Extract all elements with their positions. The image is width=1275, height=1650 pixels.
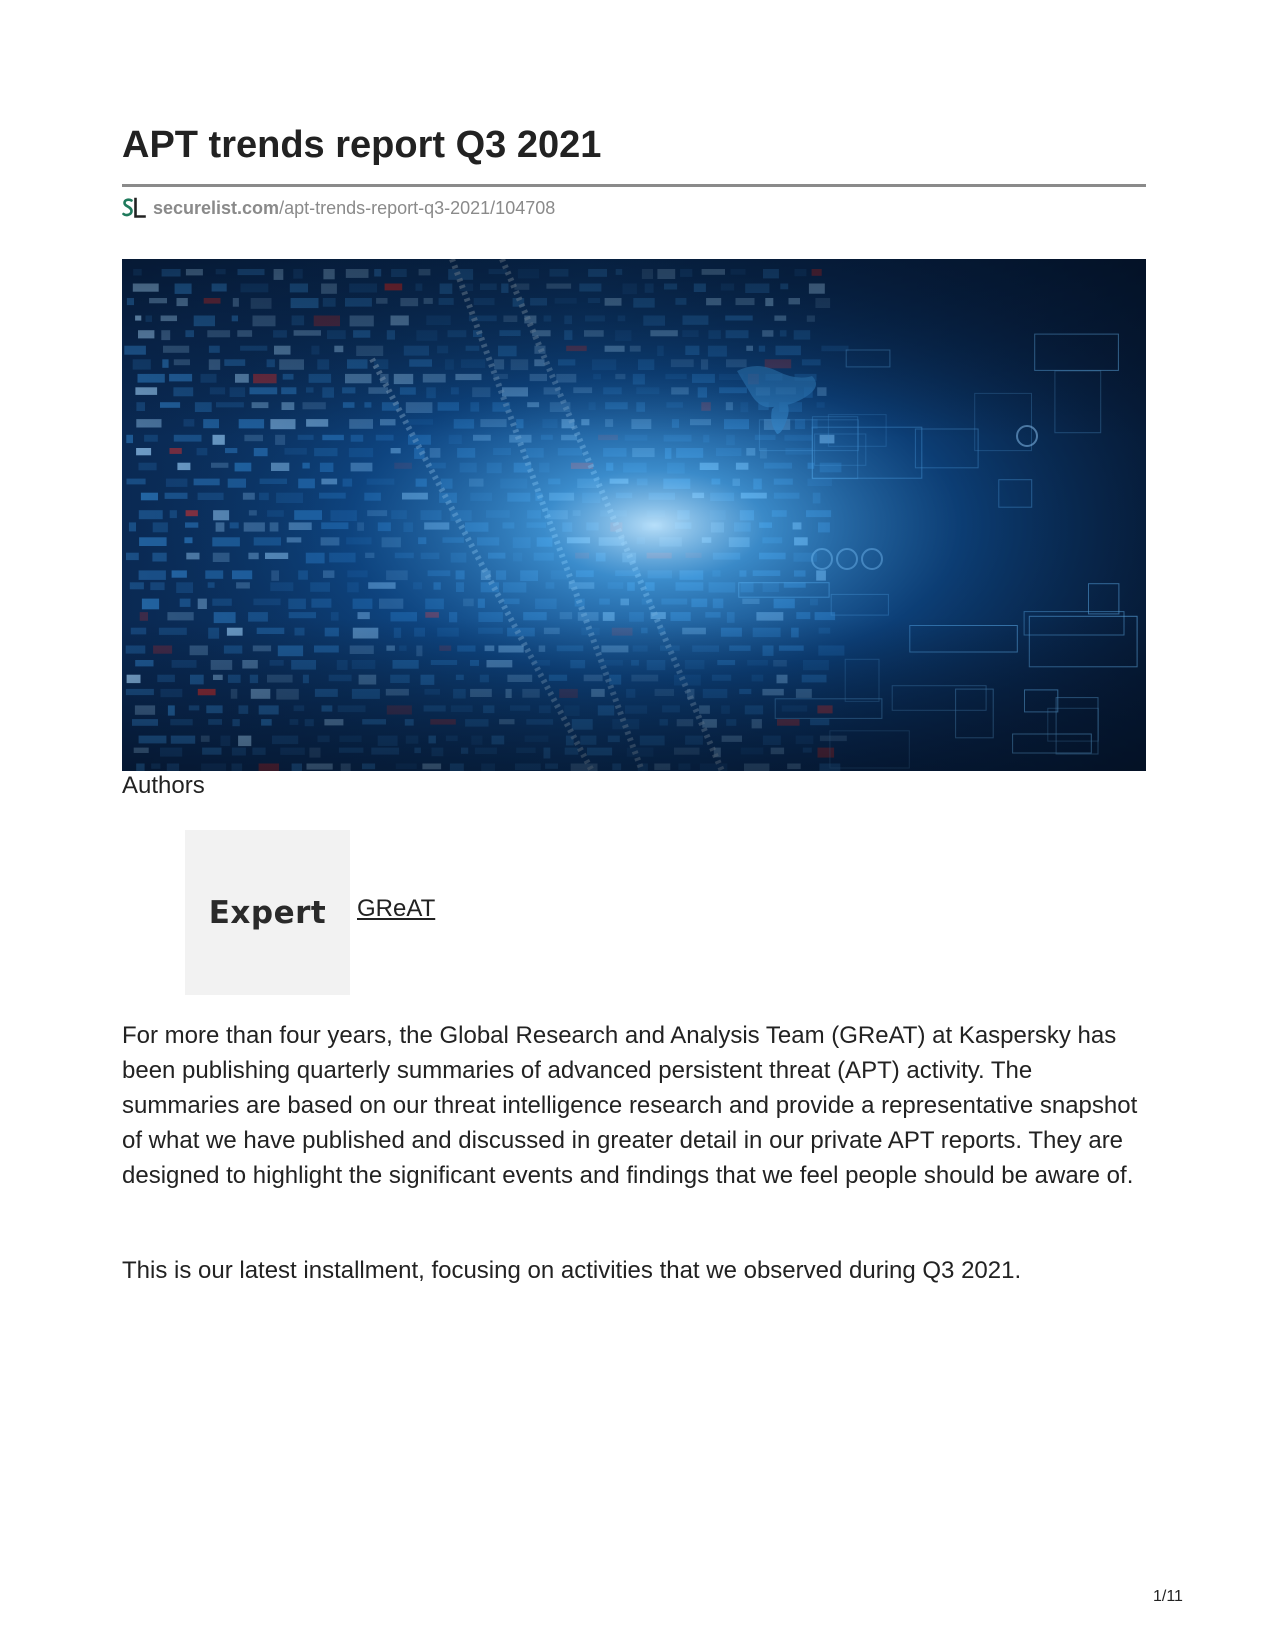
source-path[interactable]: /apt-trends-report-q3-2021/104708 xyxy=(279,197,556,218)
source-line[interactable] xyxy=(122,196,555,220)
cyber-data-code-screens-image xyxy=(122,259,1146,771)
page-number: 1/11 xyxy=(1153,1588,1183,1605)
authors-label: Authors xyxy=(122,772,205,799)
securelist-logo-icon xyxy=(122,196,146,220)
author-link[interactable]: GReAT xyxy=(357,894,436,922)
title-divider xyxy=(122,184,1146,187)
installment-paragraph: This is our latest installment, focusing on activities that we observed during Q3 2021. xyxy=(122,1257,1022,1284)
author-avatar[interactable]: Expert xyxy=(185,830,350,995)
article-title: APT trends report Q3 2021 xyxy=(122,124,602,166)
source-domain[interactable]: securelist.com xyxy=(153,197,280,218)
hero-image xyxy=(122,259,1146,771)
intro-paragraph: For more than four years, the Global Research and Analysis Team (GReAT) at Kaspersky has been publishing quarterly summaries of advanced persistent threat (APT) activity. The summaries are based on our threat intelligence research and provide a representative snapshot of what we have published and discussed in greater detail in our private APT reports. They are designed to highlight the significant events and findings that we feel people should be aware of. xyxy=(122,1022,1138,1189)
author-entry xyxy=(185,830,435,995)
